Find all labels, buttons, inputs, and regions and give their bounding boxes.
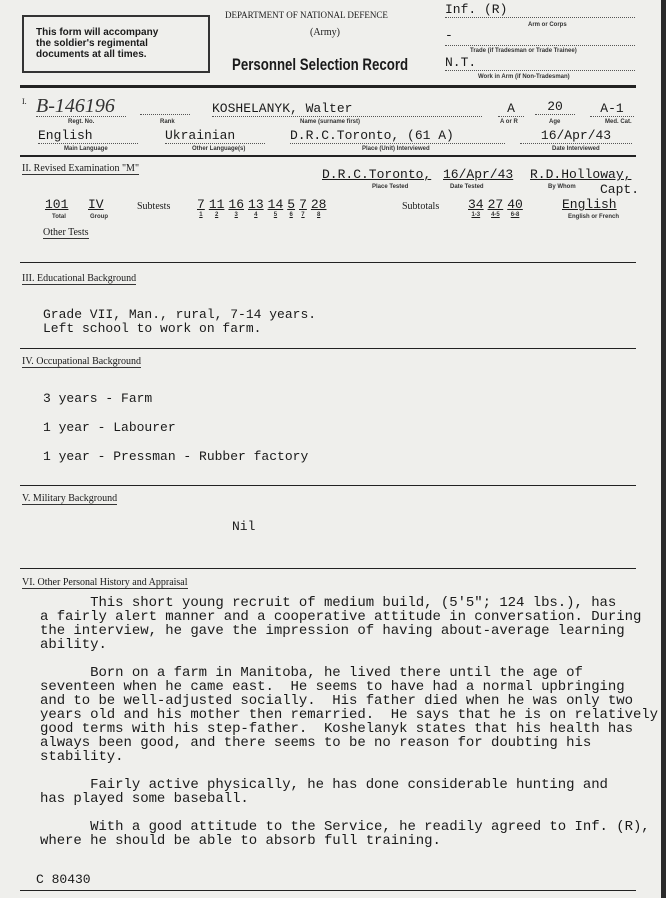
place-interviewed-value: D.R.C.Toronto, (61 A) xyxy=(290,129,505,144)
subtest-number: 2 xyxy=(214,212,219,218)
trade-value: - xyxy=(445,29,635,46)
appraisal-line: has played some baseball. xyxy=(40,791,249,807)
notice-line: documents at all times. xyxy=(36,49,147,60)
trade-label: Trade (if Tradesman or Trade Trainee) xyxy=(470,48,577,54)
subtests-label: Subtests xyxy=(137,201,171,212)
form-title: Personnel Selection Record xyxy=(232,55,409,74)
appraisal-line: good terms with his step-father. Koshelanyk states that his health has xyxy=(40,721,633,737)
place-tested-label: Place Tested xyxy=(372,184,409,190)
appraisal-line: This short young recruit of medium build, (5'5"; 124 lbs.), has xyxy=(40,595,617,611)
subtotals-row xyxy=(468,198,523,219)
arm-corps-value: Inf. (R) xyxy=(445,3,635,18)
occupation-item: 1 year - Pressman - Rubber factory xyxy=(43,449,309,464)
section-4-title: IV. Occupational Background xyxy=(22,356,141,367)
divider xyxy=(20,85,636,88)
appraisal-line xyxy=(40,806,658,820)
section-3-title: III. Educational Background xyxy=(22,273,137,284)
occupation-item: 1 year - Labourer xyxy=(43,420,176,435)
notice-line: This form will accompany xyxy=(36,27,159,38)
occupation-item: 3 years - Farm xyxy=(43,391,153,406)
appraisal-line: years old and his mother then remarried. He says that he is on relatively xyxy=(40,707,659,723)
scan-edge xyxy=(661,0,666,898)
education-line: Grade VII, Man., rural, 7-14 years. xyxy=(43,307,317,322)
med-cat-label: Med. Cat. xyxy=(605,119,632,125)
main-language-value: English xyxy=(38,129,138,144)
group-value: IV xyxy=(88,197,104,212)
subtest-number: 5 xyxy=(273,212,278,218)
army-heading: (Army) xyxy=(310,27,340,38)
appraisal-line: the interview, he gave the impression of having about-average learning xyxy=(40,623,625,639)
divider xyxy=(20,485,636,486)
subtest-score: 14 xyxy=(267,197,284,212)
test-language-label: English or French xyxy=(568,214,620,220)
name-label: Name (surname first) xyxy=(300,119,361,125)
subtest-score: 7 xyxy=(197,197,205,212)
arm-corps-label: Arm or Corps xyxy=(528,22,567,28)
total-label: Total xyxy=(52,214,66,220)
section-number: I. xyxy=(22,97,27,106)
appraisal-line: stability. xyxy=(40,749,124,765)
divider xyxy=(20,262,636,263)
work-value: N.T. xyxy=(445,56,635,71)
appraisal-line: always been good, and there seems to be no reason for doubting his xyxy=(40,735,592,751)
education-line: Left school to work on farm. xyxy=(43,321,262,336)
work-label: Work in Arm (if Non-Tradesman) xyxy=(478,74,570,80)
other-tests-label: Other Tests xyxy=(43,227,89,238)
appraisal-text xyxy=(40,596,658,848)
date-tested-label: Date Tested xyxy=(450,184,484,190)
place-tested-value: D.R.C.Toronto, xyxy=(322,167,432,182)
subtest-score: 11 xyxy=(208,197,225,212)
rank-value xyxy=(140,114,190,115)
appraisal-line: ability. xyxy=(40,637,107,653)
place-interviewed-label: Place (Unit) Interviewed xyxy=(362,146,430,152)
test-language-value: English xyxy=(562,197,617,212)
name-value: KOSHELANYK, Walter xyxy=(212,102,482,117)
appraisal-line xyxy=(40,652,658,666)
date-interviewed-label: Date Interviewed xyxy=(552,146,600,152)
subtest-number: 6 xyxy=(289,212,293,218)
rank-label: Rank xyxy=(160,119,175,125)
total-value: 101 xyxy=(45,197,69,212)
regt-no-value: B-146196 xyxy=(36,96,126,117)
appraisal-line: where he should be able to absorb full training. xyxy=(40,833,441,849)
subtest-number: 8 xyxy=(317,212,321,218)
tested-by-label: By Whom xyxy=(548,184,576,190)
appraisal-line: a fairly alert manner and a cooperative attitude in conversation. During xyxy=(40,609,642,625)
subtests-row xyxy=(197,198,326,219)
subtotal-score: 34 xyxy=(468,197,484,212)
date-tested-value: 16/Apr/43 xyxy=(443,167,514,182)
appraisal-line: Fairly active physically, he has done considerable hunting and xyxy=(40,777,608,793)
subtest-score: 7 xyxy=(299,197,307,212)
group-label: Group xyxy=(90,214,108,220)
subtotal-range: 6-8 xyxy=(510,212,520,218)
subtest-score: 5 xyxy=(287,197,296,212)
subtotals-label: Subtotals xyxy=(402,201,440,212)
date-interviewed-value: 16/Apr/43 xyxy=(520,129,632,144)
subtotal-score: 27 xyxy=(487,197,504,212)
subtest-score: 16 xyxy=(228,197,245,212)
regt-no-label: Regt. No. xyxy=(68,119,95,125)
med-cat-value: A-1 xyxy=(590,102,634,117)
section-6-title: VI. Other Personal History and Appraisal xyxy=(22,577,188,588)
appraisal-line xyxy=(40,764,658,778)
other-language-value: Ukrainian xyxy=(165,129,265,144)
a-or-r-value: A xyxy=(498,102,524,117)
subtest-score: 28 xyxy=(310,197,327,212)
military-background-value: Nil xyxy=(232,519,256,534)
age-label: Age xyxy=(549,119,561,125)
subtotal-range: 1-3 xyxy=(471,212,481,218)
notice-box xyxy=(22,15,210,73)
subtest-score: 13 xyxy=(248,197,264,212)
appraisal-line: and to be well-adjusted socially. His father died when he was only two xyxy=(40,693,633,709)
tested-by-value: R.D.Holloway, xyxy=(530,167,632,182)
divider xyxy=(20,568,636,569)
main-language-label: Main Language xyxy=(64,146,108,152)
divider xyxy=(20,348,636,349)
appraisal-line: Born on a farm in Manitoba, he lived there until the age of xyxy=(40,665,583,681)
subtest-number: 7 xyxy=(301,212,305,218)
other-language-label: Other Language(s) xyxy=(192,146,246,152)
divider xyxy=(20,890,636,891)
subtest-number: 1 xyxy=(199,212,203,218)
form-number: C 80430 xyxy=(36,872,91,887)
a-or-r-label: A or R xyxy=(500,119,518,125)
appraisal-line: With a good attitude to the Service, he readily agreed to Inf. (R), xyxy=(40,819,650,835)
subtest-number: 4 xyxy=(254,212,258,218)
divider xyxy=(20,155,636,157)
section-5-title: V. Military Background xyxy=(22,493,118,504)
section-2-title: II. Revised Examination "M" xyxy=(22,163,140,174)
subtotal-range: 4-5 xyxy=(491,212,500,218)
age-value: 20 xyxy=(535,100,575,115)
subtotal-score: 40 xyxy=(507,197,523,212)
subtest-number: 3 xyxy=(234,212,238,218)
notice-line: the soldier's regimental xyxy=(36,38,148,49)
department-heading: DEPARTMENT OF NATIONAL DEFENCE xyxy=(225,10,388,20)
appraisal-line: seventeen when he came east. He seems to have had a normal upbringing xyxy=(40,679,625,695)
tested-by-rank: Capt. xyxy=(600,182,640,197)
